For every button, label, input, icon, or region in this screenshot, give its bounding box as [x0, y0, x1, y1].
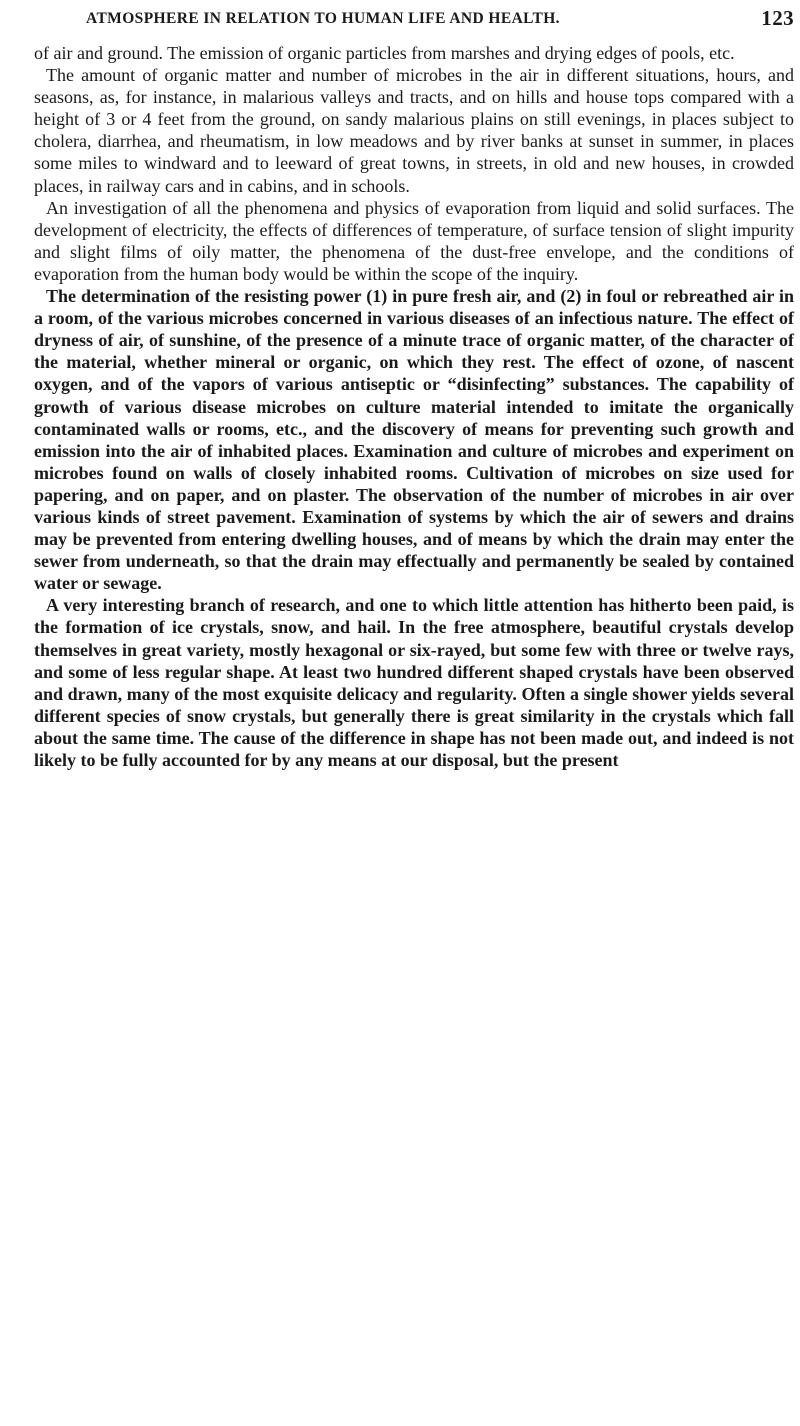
running-head-title: ATMOSPHERE IN RELATION TO HUMAN LIFE AND HEALTH.: [86, 10, 560, 27]
paragraph-resisting-power: The determination of the resisting power (1) in pure fresh air, and (2) in foul or rebreathed air in a room, of the various microbes concerned in various diseases of an infectious nature. The effect of dryness of air, of sunshine, of the presence of a minute trace of organic matter, of the character of the material, whether mineral or organic, on which they rest. The effect of ozone, of nascent oxygen, and of the vapors of various antiseptic or “disinfecting” substances. The capability of growth of various disease microbes on culture material intended to imitate the organically contaminated walls or rooms, etc., and the discovery of means for preventing such growth and emission into the air of inhabited places. Examination and culture of microbes and experiment on microbes found on walls of closely inhabited rooms. Cultivation of microbes on size used for papering, and on paper, and on plaster. The observation of the number of microbes in air over various kinds of street pavement. Examination of systems by which the air of sewers and drains may be prevented from entering dwelling houses, and of means by which the drain may enter the sewer from underneath, so that the drain may effectually and permanently be sealed by contained water or sewage.: [34, 286, 794, 594]
paragraph-microbe-amount: The amount of organic matter and number of microbes in the air in different situations, hours, and seasons, as, for instance, in malarious valleys and tracts, and on hills and house tops compared with a height of 3 or 4 feet from the ground, on sandy malarious plains on still evenings, in places subject to cholera, diarrhea, and rheumatism, in low meadows and by river banks at sunset in summer, in places some miles to windward and to leeward of great towns, in streets, in old and new houses, in crowded places, in railway cars and in cabins, and in schools.: [34, 65, 794, 196]
body-text: [34, 42, 794, 771]
paragraph-evaporation: An investigation of all the phenomena and physics of evaporation from liquid and solid surfaces. The development of electricity, the effects of differences of temperature, of surface tension of slight impurity and slight films of oily matter, the phenomena of the dust-free envelope, and the conditions of evaporation from the human body would be within the scope of the inquiry.: [34, 197, 794, 284]
paragraph-ice-crystals: A very interesting branch of research, and one to which little attention has hitherto been paid, is the formation of ice crystals, snow, and hail. In the free atmosphere, beautiful crystals develop themselves in great variety, mostly hexagonal or six-rayed, but some few with three or twelve rays, and some of less regular shape. At least two hundred different shaped crystals have been observed and drawn, many of the most exquisite delicacy and regularity. Often a single shower yields several different species of snow crystals, but generally there is great similarity in the crystals which fall about the same time. The cause of the difference in shape has not been made out, and indeed is not likely to be fully accounted for by any means at our disposal, but the present: [34, 595, 794, 770]
paragraph-continuation: of air and ground. The emission of organic particles from marshes and drying edges of pools, etc.: [34, 43, 735, 63]
page-number: 123: [761, 6, 794, 30]
running-head: [86, 6, 794, 32]
